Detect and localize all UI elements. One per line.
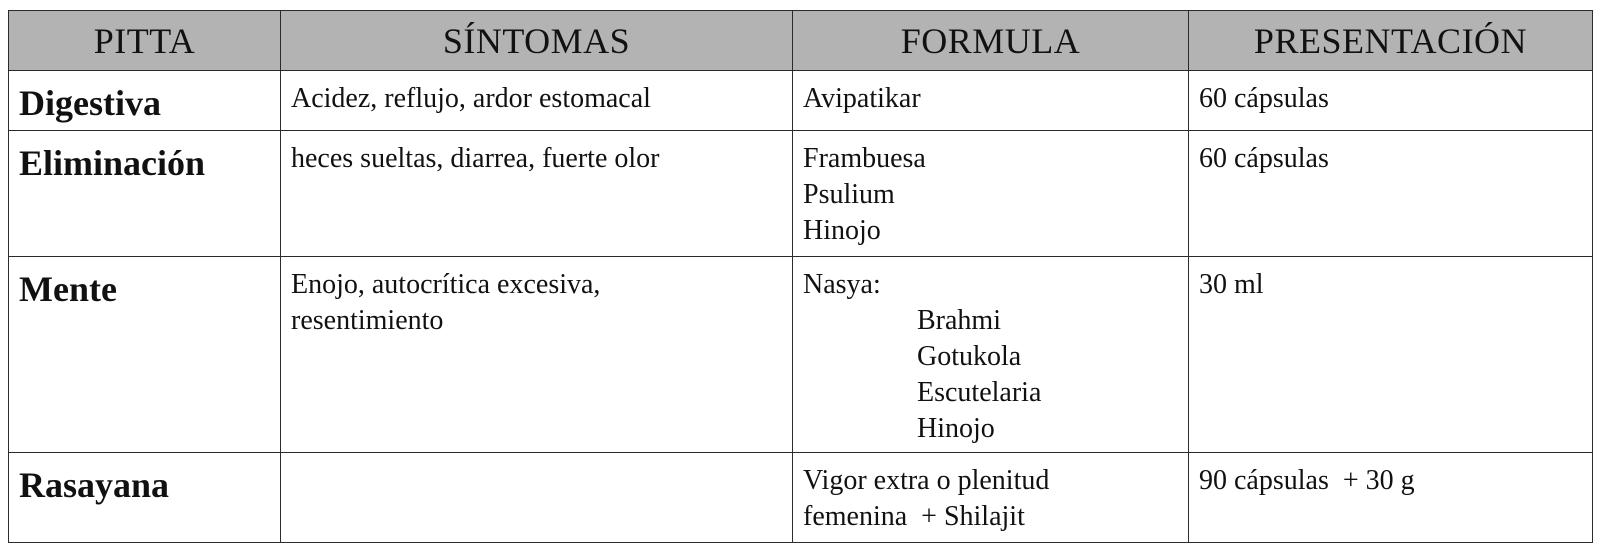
presentation-cell xyxy=(1189,453,1593,543)
formula-cell xyxy=(793,71,1189,131)
header-row xyxy=(9,11,1593,71)
header-formula: FORMULA xyxy=(793,11,1189,71)
presentation-cell xyxy=(1189,257,1593,453)
formula-line: femenina + Shilajit xyxy=(803,501,1025,532)
symptoms-line: heces sueltas, diarrea, fuerte olor xyxy=(291,143,660,174)
formula-intro: Nasya: xyxy=(803,269,881,300)
formula-line: Avipatikar xyxy=(803,83,921,114)
symptoms-line: Enojo, autocrítica excesiva, xyxy=(291,269,601,300)
table-row xyxy=(9,453,1593,543)
presentation-line: 60 cápsulas xyxy=(1199,143,1329,174)
formula-cell xyxy=(793,131,1189,257)
formula-cell xyxy=(793,257,1189,453)
formula-line: Psulium xyxy=(803,179,895,210)
table-row xyxy=(9,131,1593,257)
presentation-cell xyxy=(1189,71,1593,131)
formula-line: Vigor extra o plenitud xyxy=(803,465,1050,496)
symptoms-cell xyxy=(281,257,793,453)
symptoms-line: Acidez, reflujo, ardor estomacal xyxy=(291,83,651,114)
formula-line: Escutelaria xyxy=(917,377,1042,408)
presentation-line: 90 cápsulas + 30 g xyxy=(1199,465,1415,496)
table-row xyxy=(9,257,1593,453)
formula-line: Gotukola xyxy=(917,341,1022,372)
symptoms-cell xyxy=(281,131,793,257)
formula-line: Frambuesa xyxy=(803,143,926,174)
formula-line: Brahmi xyxy=(917,305,1001,336)
symptoms-cell xyxy=(281,71,793,131)
header-presentacion: PRESENTACIÓN xyxy=(1189,11,1593,71)
table-row xyxy=(9,71,1593,131)
category-cell: Mente xyxy=(9,257,281,453)
formula-line: Hinojo xyxy=(803,215,881,246)
header-sintomas: SÍNTOMAS xyxy=(281,11,793,71)
formula-line: Hinojo xyxy=(917,413,995,444)
symptoms-line: resentimiento xyxy=(291,305,444,336)
symptoms-cell xyxy=(281,453,793,543)
header-pitta: PITTA xyxy=(9,11,281,71)
category-cell: Eliminación xyxy=(9,131,281,257)
presentation-cell xyxy=(1189,131,1593,257)
category-cell: Rasayana xyxy=(9,453,281,543)
presentation-line: 30 ml xyxy=(1199,269,1264,300)
category-cell: Digestiva xyxy=(9,71,281,131)
presentation-line: 60 cápsulas xyxy=(1199,83,1329,114)
pitta-table xyxy=(8,10,1593,543)
formula-cell xyxy=(793,453,1189,543)
